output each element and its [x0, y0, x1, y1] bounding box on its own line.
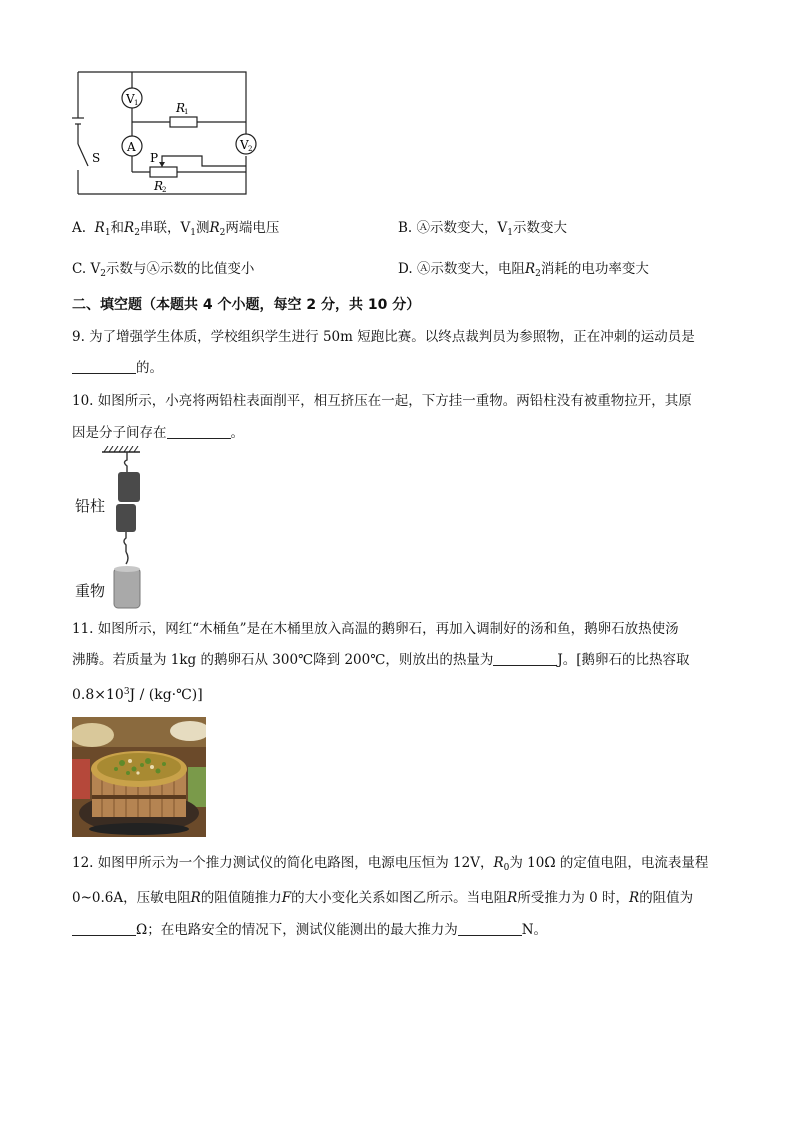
q9-line1: 9. 为了增强学生体质，学校组织学生进行 50m 短跑比赛。以终点裁判员为参照物，正在冲刺的运动员是	[72, 329, 695, 345]
q11-line2: 沸腾。若质量为 1kg 的鹅卵石从 300℃降到 200℃，则放出的热量为 J。[鹅卵石的比热容取	[72, 652, 690, 668]
wooden-bucket-fish-photo	[72, 717, 206, 837]
lead-columns-figure	[100, 446, 160, 610]
answer-blank[interactable]	[458, 921, 522, 936]
q10-line1: 10. 如图所示，小亮将两铅柱表面削平，相互挤压在一起，下方挂一重物。两铅柱没有被重物拉开，其原	[72, 393, 692, 409]
section-title: 二、填空题（本题共 4 个小题，每空 2 分，共 10 分）	[72, 297, 421, 313]
q12-line2: 0~0.6A，压敏电阻R的阻值随推力F的大小变化关系如图乙所示。当电阻R所受推力为 0 时，R的阻值为	[72, 890, 694, 906]
q10-line2: 因是分子间存在 。	[72, 425, 244, 441]
answer-blank[interactable]	[493, 651, 557, 666]
svg-text:2: 2	[248, 145, 253, 153]
svg-text:1: 1	[134, 99, 139, 107]
svg-text:V: V	[126, 92, 135, 106]
option-a: A. $R_1$和$R_2$串联，$V_1$测$R_2$两端电压	[72, 220, 280, 238]
option-b: B. Ⓐ示数变大，$V_1$示数变大	[398, 220, 567, 238]
option-c: C. $V_2$示数与Ⓐ示数的比值变小	[72, 261, 255, 279]
q11-line1: 11. 如图所示，网红“木桶鱼”是在木桶里放入高温的鹅卵石，再加入调制好的汤和鱼，鹅卵石放热使汤	[72, 621, 679, 637]
svg-text:P: P	[150, 151, 159, 165]
svg-text:A: A	[127, 140, 136, 154]
svg-text:R: R	[154, 179, 164, 193]
answer-blank[interactable]	[72, 921, 136, 936]
answer-blank[interactable]	[167, 424, 231, 439]
svg-text:1: 1	[184, 108, 189, 116]
q9-line2: 的。	[72, 359, 163, 377]
svg-text:V: V	[240, 138, 249, 152]
q12-line1: 12. 如图甲所示为一个推力测试仪的简化电路图，电源电压恒为 12V，$R_0$为 10Ω 的定值电阻，电流表量程	[72, 855, 709, 873]
answer-blank[interactable]	[72, 359, 136, 374]
svg-text:R: R	[176, 101, 186, 115]
q12-line3: Ω；在电路安全的情况下，测试仪能测出的最大推力为 N。	[72, 921, 547, 939]
label-weight: 重物	[75, 582, 106, 600]
label-lead-columns: 铅柱	[75, 497, 106, 515]
svg-text:2: 2	[162, 186, 167, 194]
option-d: D. Ⓐ示数变大，电阻$R_2$消耗的电功率变大	[398, 261, 649, 279]
svg-text:S: S	[92, 151, 101, 165]
circuit-diagram	[70, 66, 260, 200]
q11-line3: $0.8\times 10^3J$ / (kg·℃)]	[72, 687, 203, 703]
